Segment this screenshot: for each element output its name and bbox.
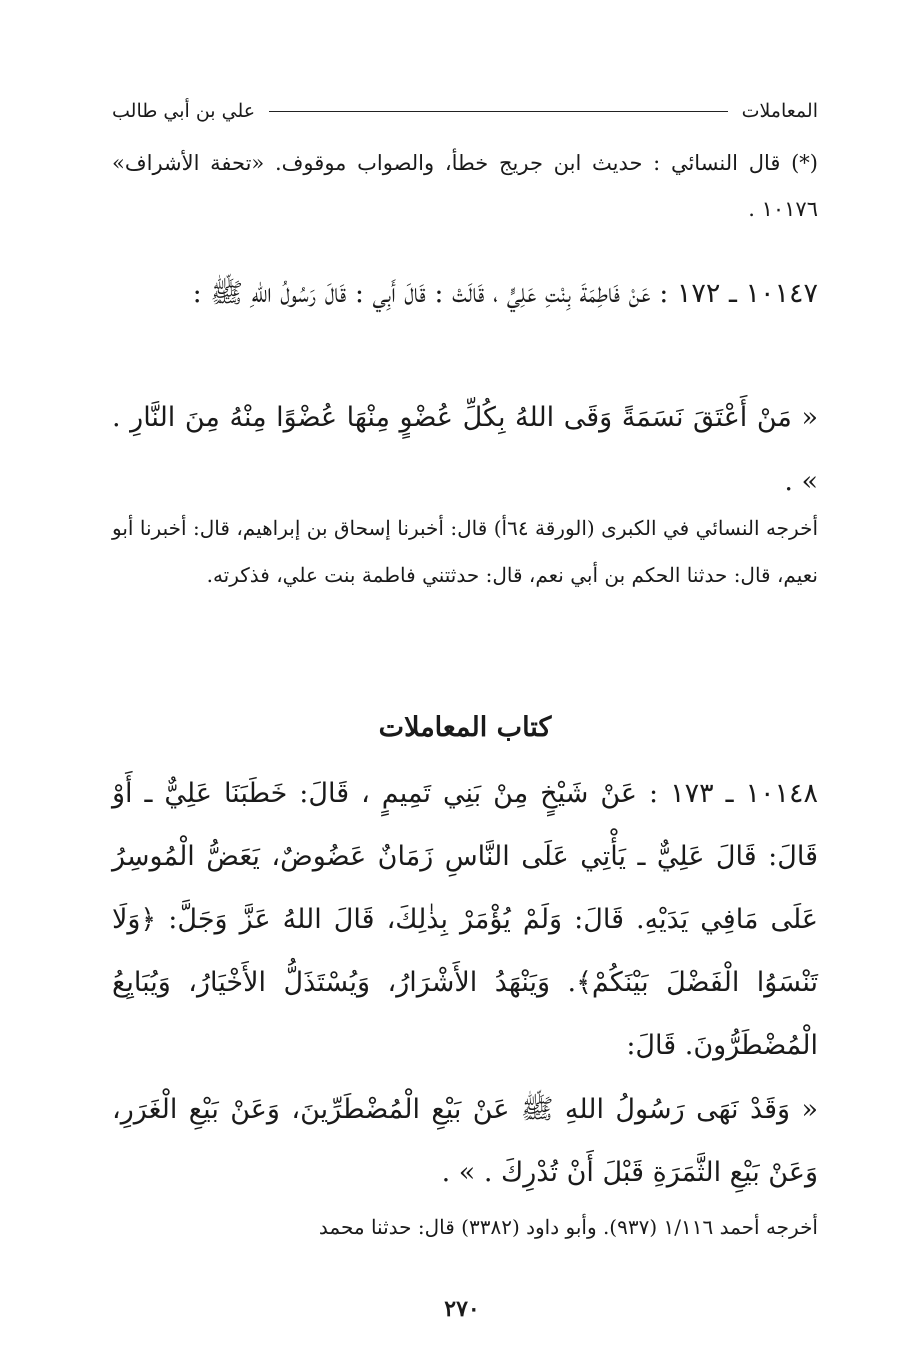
header-rule <box>269 111 727 112</box>
hadith-10148-text: ١٠١٤٨ ـ ١٧٣ : عَنْ شَيْخٍ مِنْ بَنِي تَمِيمٍ ، قَالَ: خَطَبَنَا عَلِيٌّ ـ أَوْ قَالَ: قَالَ عَلِيٌّ ـ يَأْتِي عَلَى النَّاسِ زَمَانٌ عَضُوضٌ، يَعَضُّ الْمُوسِرُ عَلَى مَافِي يَدَيْهِ. قَالَ: وَلَمْ يُؤْمَرْ بِذٰلِكَ، قَالَ اللهُ عَزَّ وَجَلَّ: ﴿وَلَا تَنْسَوُا الْفَضْلَ بَيْنَكُمْ﴾. وَيَنْهَدُ الأَشْرَارُ، وَيُسْتَذَلُّ الأَخْيَارُ، وَيُبَايِعُ الْمُضْطَرُّونَ. قَالَ: <box>112 778 818 1061</box>
header-book-title: علي بن أبي طالب <box>112 100 256 122</box>
hadith-10147-quote: « مَنْ أَعْتَقَ نَسَمَةً وَقَى اللهُ بِكُلِّ عُضْوٍ مِنْهَا عُضْوًا مِنْهُ مِنَ النَّارِ . » . <box>112 402 818 497</box>
page-number: ٢٧٠ <box>444 1296 480 1322</box>
running-header <box>112 96 818 126</box>
header-section-title: المعاملات <box>741 100 818 122</box>
footnote-note: (*) قال النسائي : حديث ابن جريج خطأ، والصواب موقوف. «تحفة الأشراف» ١٠١٧٦ . <box>112 151 818 221</box>
chapter-title: كتاب المعاملات <box>378 712 552 743</box>
hadith-10148-source: أخرجه أحمد ١/١١٦ (٩٣٧). وأبو داود (٣٣٨٢) قال: حدثنا محمد <box>318 1215 818 1239</box>
hadith-10147-text: ١٠١٤٧ ـ ١٧٢ : عَنْ فَاطِمَةَ بِنْتِ عَلِيٍّ ، قَالَتْ : قَالَ أَبِي : قَالَ رَسُولُ اللهِ ﷺ : <box>192 278 818 309</box>
hadith-10148-quote: « وَقَدْ نَهَى رَسُولُ اللهِ ﷺ عَنْ بَيْعِ الْمُضْطَرِّينَ، وَعَنْ بَيْعِ الْغَرَرِ، وَعَنْ بَيْعِ الثَّمَرَةِ قَبْلَ أَنْ تُدْرِكَ . » . <box>112 1094 818 1188</box>
hadith-10147-source: أخرجه النسائي في الكبرى (الورقة ٦٤أ) قال: أخبرنا إسحاق بن إبراهيم، قال: أخبرنا أبو نعيم، قال: حدثنا الحكم بن أبي نعم، قال: حدثتني فاطمة بنت علي، فذكرته. <box>112 516 819 587</box>
